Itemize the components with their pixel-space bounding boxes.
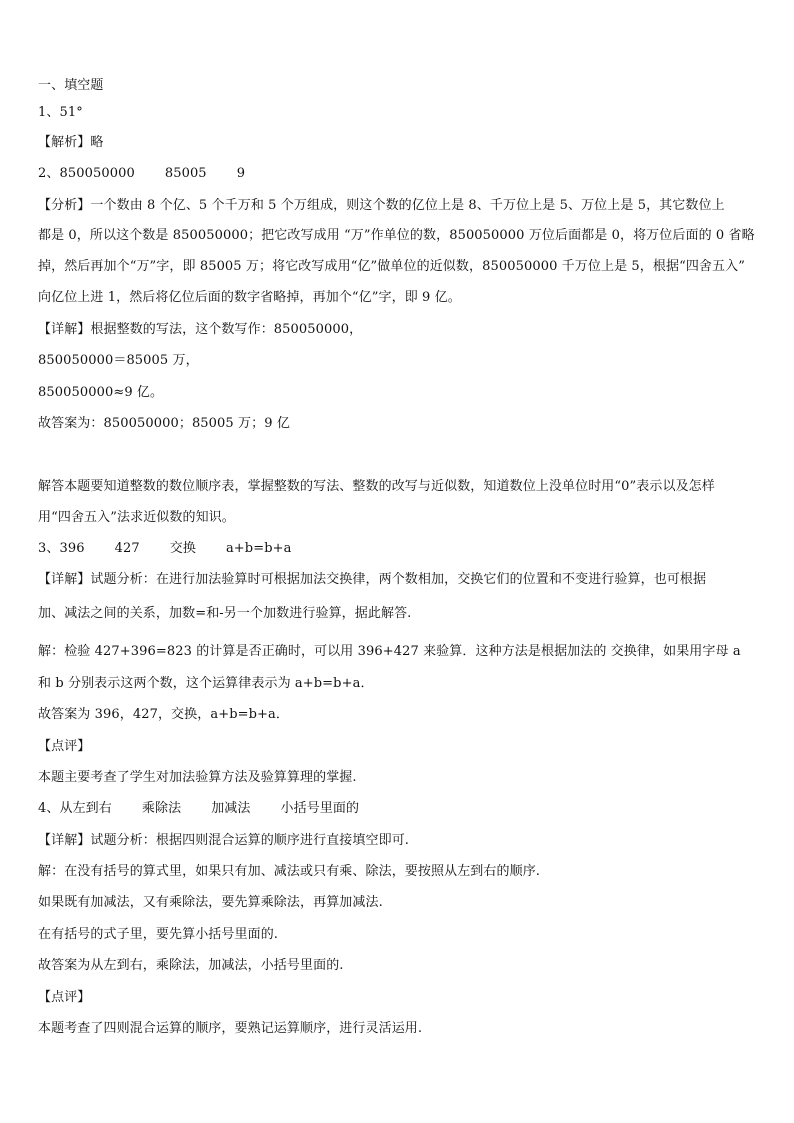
q2-analysis-line: 【分析】一个数由 8 个亿、5 个千万和 5 个万组成，则这个数的亿位上是 8、千万位上是 5、万位上是 5，其它数位上 (38, 198, 725, 213)
q4-number: 4、 (38, 801, 60, 816)
q4-answer-4: 小括号里面的 (280, 801, 360, 816)
q1-answer: 1、51° (38, 105, 83, 120)
q2-comment-line: 用“四舍五入”法求近似数的知识。 (38, 510, 235, 525)
q4-comment-label: 【点评】 (38, 990, 91, 1005)
q2-answer-1: 850050000 (59, 166, 135, 181)
q4-detail-line: 【详解】试题分析：根据四则混合运算的顺序进行直接填空即可. (38, 833, 410, 848)
q2-detail-line: 故答案为：850050000；85005 万；9 亿 (38, 416, 290, 431)
q3-comment-label: 【点评】 (38, 739, 91, 754)
q2-detail-line: 【详解】根据整数的写法，这个数写作：850050000， (38, 322, 363, 337)
q4-answer-3: 加减法 (211, 801, 251, 816)
q3-answer-1: 396 (59, 541, 85, 556)
q3-answer-3: 交换 (169, 541, 196, 556)
q4-detail-line: 解：在没有括号的算式里，如果只有加、减法或只有乘、除法，要按照从左到右的顺序. (38, 864, 541, 879)
q3-detail-line: 加、减法之间的关系，加数=和-另一个加数进行验算，据此解答. (38, 606, 412, 621)
q4-detail-line: 如果既有加减法，又有乘除法，要先算乘除法，再算加减法. (38, 895, 383, 910)
q3-comment: 本题主要考查了学生对加法验算方法及验算算理的掌握. (38, 770, 357, 785)
q3-detail-line: 【详解】试题分析：在进行加法验算时可根据加法交换律，两个数相加，交换它们的位置和不变进行验算，也可根据 (38, 572, 707, 587)
q2-detail-line: 850050000≈9 亿。 (38, 385, 164, 400)
q3-answer-2: 427 (114, 541, 140, 556)
q3-detail-line: 故答案为 396，427，交换，a+b=b+a． (38, 707, 289, 722)
q4-detail-line: 故答案为从左到右，乘除法，加减法，小括号里面的. (38, 958, 344, 973)
q3-answer-line (38, 541, 762, 557)
q3-answer-4: a+b=b+a (225, 541, 292, 556)
q1-analysis: 【解析】略 (38, 135, 104, 150)
q2-answer-3: 9 (236, 166, 246, 181)
q2-number: 2、 (38, 166, 60, 181)
q3-detail-line: 和 b 分别表示这两个数，这个运算律表示为 a+b=b+a． (38, 676, 374, 691)
q4-detail-line: 在有括号的式子里，要先算小括号里面的. (38, 927, 279, 942)
q2-analysis-line: 都是 0，所以这个数是 850050000；把它改写成用 “万”作单位的数，850050000 万位后面都是 0，将万位后面的 0 省略 (38, 228, 755, 243)
q2-answer-line (38, 166, 762, 182)
section-title: 一、填空题 (38, 78, 104, 93)
q2-comment-line: 解答本题要知道整数的数位顺序表，掌握整数的写法、整数的改写与近似数，知道数位上没单位时用“0”表示以及怎样 (38, 479, 715, 494)
q3-number: 3、 (38, 541, 60, 556)
q3-detail-line: 解：检验 427+396=823 的计算是否正确时，可以用 396+427 来验算．这种方法是根据加法的 交换律，如果用字母 a (38, 644, 741, 659)
q2-analysis-line: 向亿位上进 1，然后将亿位后面的数字省略掉，再加个“亿”字，即 9 亿。 (38, 290, 461, 305)
q2-answer-2: 85005 (164, 166, 207, 181)
q4-answer-2: 乘除法 (141, 801, 182, 816)
q4-answer-1: 从左到右 (59, 801, 112, 816)
q4-answer-line (38, 801, 762, 817)
q4-comment: 本题考查了四则混合运算的顺序，要熟记运算顺序，进行灵活运用. (38, 1021, 423, 1036)
q2-analysis-line: 掉，然后再加个“万”字，即 85005 万；将它改写成用“亿”做单位的近似数，850050000 千万位上是 5，根据“四舍五入” (38, 259, 745, 274)
q2-detail-line: 850050000＝85005 万， (38, 353, 199, 368)
